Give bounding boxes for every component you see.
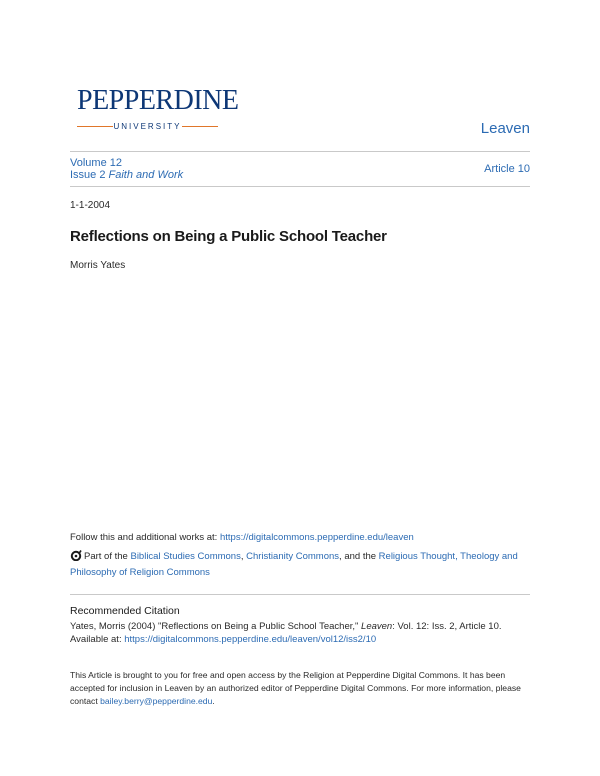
available-prefix: Available at: [70,634,125,645]
issue-info [70,157,183,181]
divider-top [70,151,530,152]
volume-link[interactable]: Volume 12 [70,157,122,169]
part-of-prefix: Part of the [84,551,131,562]
divider-issue [70,186,530,187]
citation-heading: Recommended Citation [70,605,180,617]
author-name: Morris Yates [70,260,126,271]
citation-part-b: : Vol. 12: Iss. 2, Article 10. [392,621,502,632]
journal-title-link[interactable]: Leaven [480,120,530,137]
access-text-end: . [212,696,215,706]
part-of-sep-1: , [240,551,247,562]
part-of-sep-2: , and the [339,551,379,562]
biblical-studies-commons-link[interactable]: Biblical Studies Commons [130,551,241,562]
access-text: This Article is brought to you for free and open access by the Religion at Pepperdine Digital Commons. It has been accepted for inclusion in Leaven by an authorized editor of Pepperdine Digital Commons. For more information, please contact [70,670,521,706]
part-of-line [70,549,540,581]
follow-line [70,530,414,546]
access-statement [70,669,540,708]
article-url-link[interactable]: https://digitalcommons.pepperdine.edu/leaven/vol12/iss2/10 [124,634,377,645]
issue-title: Faith and Work [108,169,184,181]
article-number-link[interactable]: Article 10 [484,163,530,175]
publication-date: 1-1-2004 [70,200,111,211]
divider-citation [70,594,530,595]
follow-prefix: Follow this and additional works at: [70,532,220,543]
contact-email-link[interactable]: bailey.berry@pepperdine.edu [100,696,213,706]
religious-thought-commons-link[interactable]: Religious Thought, Theology and Philosophy of Religion Commons [70,551,518,578]
citation-journal: Leaven [361,621,393,632]
issue-link[interactable] [70,169,183,181]
citation-part-a: Yates, Morris (2004) "Reflections on Being a Public School Teacher," [70,621,362,632]
collection-url-link[interactable]: https://digitalcommons.pepperdine.edu/leaven [219,532,414,543]
open-access-icon [70,549,82,561]
pepperdine-logo-subtitle [77,120,218,134]
citation-text [70,620,540,646]
logo-university-text: UNIVERSITY [113,122,182,131]
pepperdine-logo-wordmark: PEPPERDINE [77,85,239,116]
article-title: Reflections on Being a Public School Teacher [70,228,387,245]
issue-number: Issue 2 [70,169,106,181]
christianity-commons-link[interactable]: Christianity Commons [246,551,340,562]
